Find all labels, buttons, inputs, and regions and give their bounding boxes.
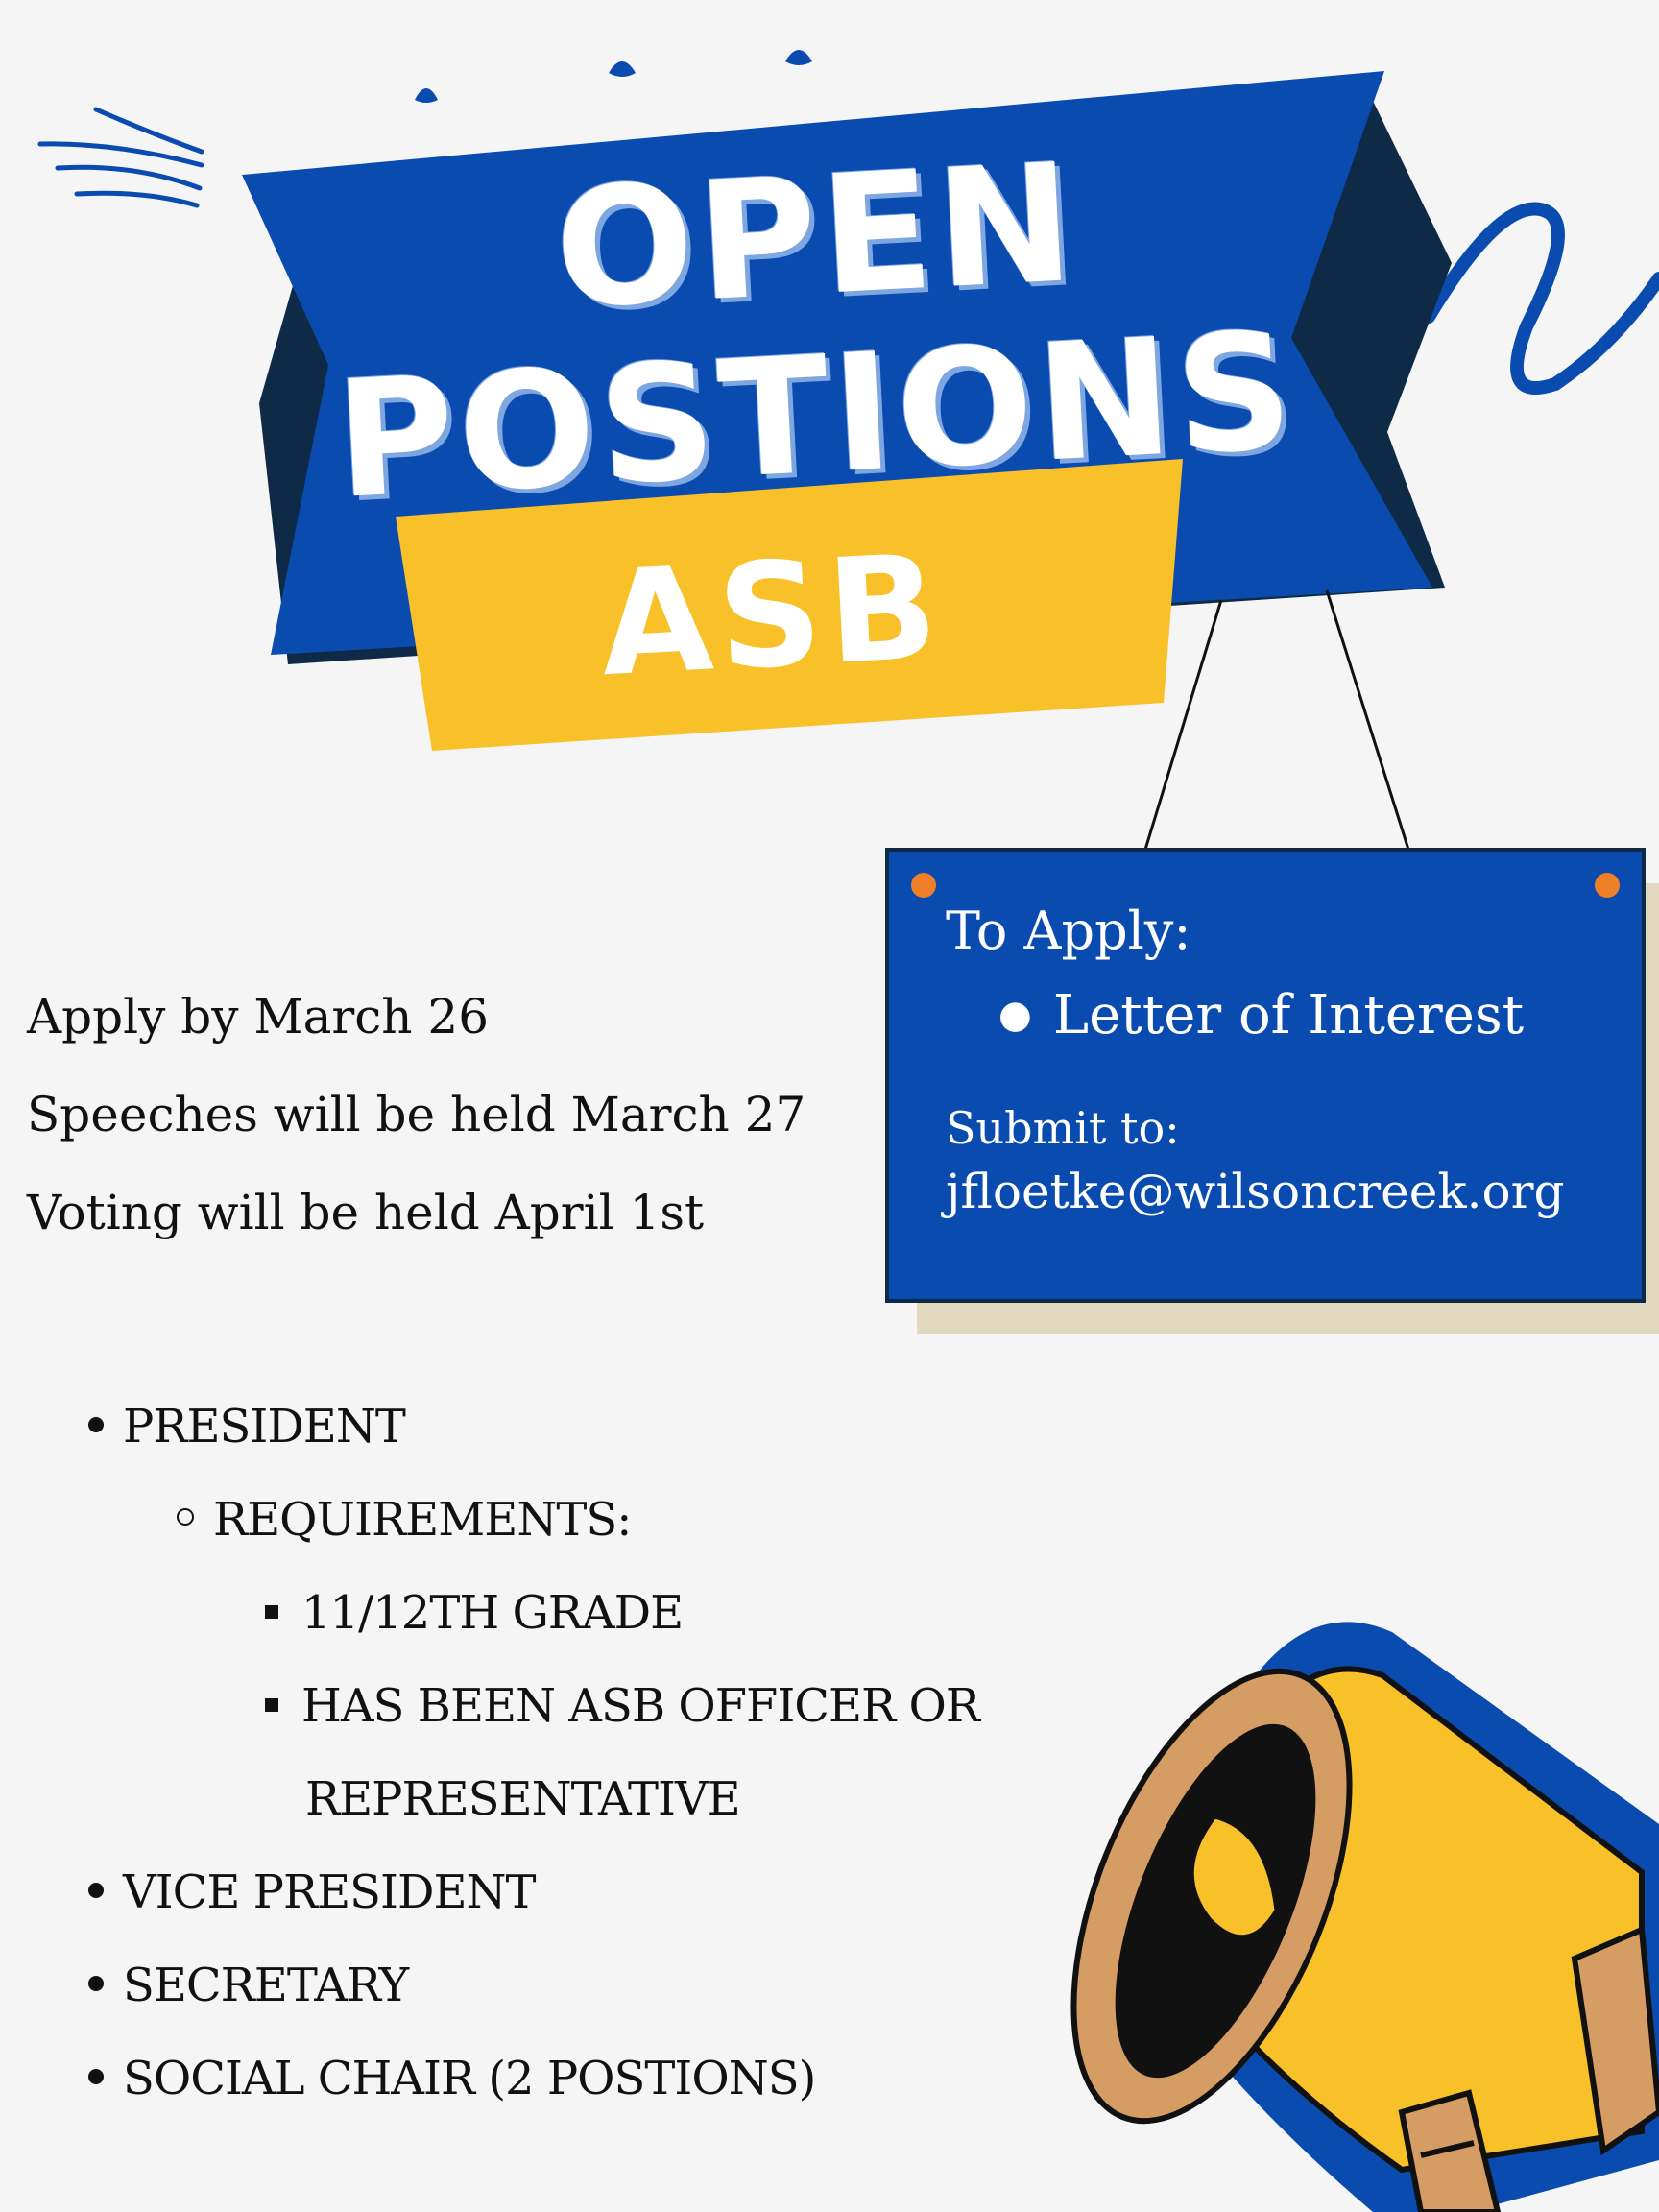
submit-label: Submit to: [946,1102,1180,1154]
circle-bullet-icon [177,1508,194,1526]
list-item-social-chair: SOCIAL CHAIR (2 POSTIONS) [88,2052,815,2105]
to-apply-label: To Apply: [946,901,1191,961]
submit-email-link[interactable]: jfloetke@wilsoncreek.org [946,1164,1565,1219]
bullet-icon [88,2069,104,2084]
list-item-officer: HAS BEEN ASB OFFICER OR [265,1679,979,1733]
list-item-secretary: SECRETARY [88,1959,408,2012]
square-bullet-icon [265,1605,278,1619]
list-item-grade: 11/12TH GRADE [265,1586,683,1640]
apply-by-date: Apply by March 26 [27,989,490,1045]
title-open: OPEN [550,128,1082,347]
drops-icon [415,50,812,103]
letter-of-interest-text: Letter of Interest [1052,984,1525,1046]
sign-pin-left [911,873,936,898]
bullet-icon: ● [998,993,1032,1037]
megaphone-icon [1018,1622,1659,2212]
bullet-icon [88,1417,104,1432]
bullet-icon [88,1883,104,1898]
bullet-icon [88,1976,104,1991]
title-positions: POSTIONS [331,296,1301,536]
list-item-requirements: REQUIREMENTS: [177,1493,631,1547]
square-bullet-icon [265,1698,278,1712]
apply-requirement [998,984,1524,1046]
speeches-date: Speeches will be held March 27 [27,1087,806,1142]
list-item-officer-cont: REPRESENTATIVE [305,1772,740,1826]
list-item-vice-president: VICE PRESIDENT [88,1865,536,1919]
title-asb: ASB [596,523,948,709]
voting-date: Voting will be held April 1st [27,1185,705,1240]
sign-pin-right [1595,873,1620,898]
list-item-president: PRESIDENT [88,1400,405,1454]
